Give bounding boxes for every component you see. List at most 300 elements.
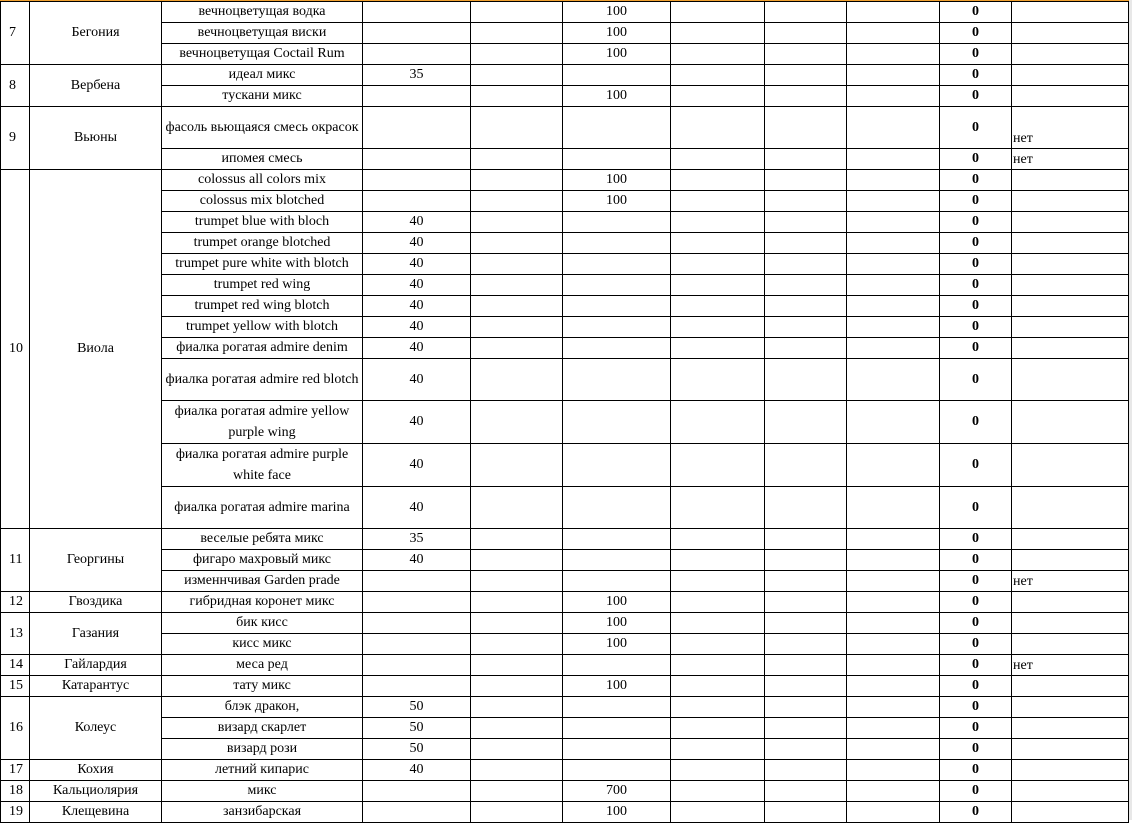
empty-cell[interactable] (471, 718, 563, 739)
empty-cell[interactable] (765, 65, 847, 86)
qty-cell-b[interactable] (563, 149, 671, 170)
total-cell[interactable]: 0 (940, 149, 1012, 170)
qty-cell-a[interactable]: 40 (363, 254, 471, 275)
qty-cell-b[interactable] (563, 760, 671, 781)
qty-cell-b[interactable]: 100 (563, 592, 671, 613)
empty-cell[interactable] (847, 802, 940, 823)
empty-cell[interactable] (471, 338, 563, 359)
note-cell[interactable]: нет (1012, 655, 1129, 676)
note-cell[interactable]: нет (1012, 107, 1129, 149)
empty-cell[interactable] (847, 191, 940, 212)
empty-cell[interactable] (671, 529, 765, 550)
empty-cell[interactable] (765, 529, 847, 550)
empty-cell[interactable] (765, 212, 847, 233)
empty-cell[interactable] (765, 739, 847, 760)
note-cell[interactable] (1012, 676, 1129, 697)
empty-cell[interactable] (671, 634, 765, 655)
total-cell[interactable]: 0 (940, 254, 1012, 275)
genus-cell[interactable]: Колеус (30, 697, 162, 760)
empty-cell[interactable] (671, 401, 765, 444)
note-cell[interactable] (1012, 697, 1129, 718)
note-cell[interactable] (1012, 401, 1129, 444)
total-cell[interactable]: 0 (940, 781, 1012, 802)
variety-cell[interactable]: вечноцветущая Coctail Rum (162, 44, 363, 65)
variety-cell[interactable]: trumpet orange blotched (162, 233, 363, 254)
empty-cell[interactable] (765, 550, 847, 571)
empty-cell[interactable] (847, 86, 940, 107)
empty-cell[interactable] (671, 23, 765, 44)
qty-cell-a[interactable]: 50 (363, 697, 471, 718)
empty-cell[interactable] (671, 487, 765, 529)
row-number-cell[interactable]: 17 (1, 760, 30, 781)
empty-cell[interactable] (671, 254, 765, 275)
qty-cell-b[interactable] (563, 550, 671, 571)
empty-cell[interactable] (471, 191, 563, 212)
note-cell[interactable] (1012, 254, 1129, 275)
note-cell[interactable] (1012, 233, 1129, 254)
empty-cell[interactable] (471, 317, 563, 338)
row-number-cell[interactable]: 10 (1, 170, 30, 529)
empty-cell[interactable] (471, 634, 563, 655)
note-cell[interactable] (1012, 338, 1129, 359)
variety-cell[interactable]: блэк дракон, (162, 697, 363, 718)
empty-cell[interactable] (847, 613, 940, 634)
qty-cell-b[interactable] (563, 65, 671, 86)
empty-cell[interactable] (765, 170, 847, 191)
empty-cell[interactable] (847, 571, 940, 592)
note-cell[interactable] (1012, 739, 1129, 760)
empty-cell[interactable] (765, 338, 847, 359)
variety-cell[interactable]: фиалка рогатая admire marina (162, 487, 363, 529)
qty-cell-a[interactable]: 40 (363, 233, 471, 254)
qty-cell-b[interactable] (563, 275, 671, 296)
row-number-cell[interactable]: 15 (1, 676, 30, 697)
qty-cell-a[interactable] (363, 676, 471, 697)
empty-cell[interactable] (765, 149, 847, 170)
empty-cell[interactable] (471, 149, 563, 170)
empty-cell[interactable] (847, 2, 940, 23)
total-cell[interactable]: 0 (940, 23, 1012, 44)
qty-cell-b[interactable] (563, 697, 671, 718)
empty-cell[interactable] (671, 802, 765, 823)
total-cell[interactable]: 0 (940, 191, 1012, 212)
qty-cell-a[interactable] (363, 571, 471, 592)
empty-cell[interactable] (671, 296, 765, 317)
total-cell[interactable]: 0 (940, 634, 1012, 655)
empty-cell[interactable] (471, 233, 563, 254)
total-cell[interactable]: 0 (940, 317, 1012, 338)
empty-cell[interactable] (671, 592, 765, 613)
genus-cell[interactable]: Виола (30, 170, 162, 529)
variety-cell[interactable]: тускани микс (162, 86, 363, 107)
row-number-cell[interactable]: 8 (1, 65, 30, 107)
variety-cell[interactable]: фиалка рогатая admire yellow purple wing (162, 401, 363, 444)
qty-cell-b[interactable]: 100 (563, 2, 671, 23)
empty-cell[interactable] (847, 655, 940, 676)
variety-cell[interactable]: trumpet red wing (162, 275, 363, 296)
note-cell[interactable] (1012, 44, 1129, 65)
empty-cell[interactable] (471, 2, 563, 23)
empty-cell[interactable] (847, 149, 940, 170)
empty-cell[interactable] (471, 781, 563, 802)
variety-cell[interactable]: вечноцветущая виски (162, 23, 363, 44)
empty-cell[interactable] (671, 444, 765, 487)
variety-cell[interactable]: вечноцветущая водка (162, 2, 363, 23)
total-cell[interactable]: 0 (940, 739, 1012, 760)
qty-cell-b[interactable]: 100 (563, 613, 671, 634)
empty-cell[interactable] (765, 592, 847, 613)
qty-cell-a[interactable]: 40 (363, 359, 471, 401)
empty-cell[interactable] (765, 317, 847, 338)
total-cell[interactable]: 0 (940, 529, 1012, 550)
variety-cell[interactable]: фиалка рогатая admire red blotch (162, 359, 363, 401)
variety-cell[interactable]: trumpet blue with bloch (162, 212, 363, 233)
empty-cell[interactable] (671, 676, 765, 697)
genus-cell[interactable]: Катарантус (30, 676, 162, 697)
empty-cell[interactable] (671, 149, 765, 170)
total-cell[interactable]: 0 (940, 107, 1012, 149)
qty-cell-b[interactable] (563, 401, 671, 444)
variety-cell[interactable]: летний кипарис (162, 760, 363, 781)
qty-cell-a[interactable]: 40 (363, 487, 471, 529)
note-cell[interactable] (1012, 86, 1129, 107)
qty-cell-b[interactable] (563, 254, 671, 275)
qty-cell-a[interactable] (363, 23, 471, 44)
empty-cell[interactable] (471, 697, 563, 718)
total-cell[interactable]: 0 (940, 338, 1012, 359)
total-cell[interactable]: 0 (940, 2, 1012, 23)
total-cell[interactable]: 0 (940, 802, 1012, 823)
row-number-cell[interactable]: 7 (1, 2, 30, 65)
empty-cell[interactable] (471, 592, 563, 613)
empty-cell[interactable] (847, 23, 940, 44)
variety-cell[interactable]: фиалка рогатая admire denim (162, 338, 363, 359)
total-cell[interactable]: 0 (940, 676, 1012, 697)
qty-cell-a[interactable] (363, 781, 471, 802)
qty-cell-a[interactable] (363, 170, 471, 191)
empty-cell[interactable] (847, 107, 940, 149)
empty-cell[interactable] (765, 296, 847, 317)
qty-cell-a[interactable]: 50 (363, 718, 471, 739)
qty-cell-a[interactable]: 40 (363, 760, 471, 781)
genus-cell[interactable]: Гвоздика (30, 592, 162, 613)
variety-cell[interactable]: изменнчивая Garden prade (162, 571, 363, 592)
variety-cell[interactable]: фасоль вьющаяся смесь окрасок (162, 107, 363, 149)
row-number-cell[interactable]: 19 (1, 802, 30, 823)
note-cell[interactable] (1012, 23, 1129, 44)
qty-cell-a[interactable] (363, 802, 471, 823)
empty-cell[interactable] (671, 65, 765, 86)
total-cell[interactable]: 0 (940, 86, 1012, 107)
qty-cell-b[interactable] (563, 233, 671, 254)
empty-cell[interactable] (765, 487, 847, 529)
empty-cell[interactable] (471, 613, 563, 634)
empty-cell[interactable] (471, 212, 563, 233)
empty-cell[interactable] (671, 317, 765, 338)
row-number-cell[interactable]: 12 (1, 592, 30, 613)
empty-cell[interactable] (847, 676, 940, 697)
qty-cell-a[interactable] (363, 592, 471, 613)
empty-cell[interactable] (847, 317, 940, 338)
empty-cell[interactable] (847, 592, 940, 613)
empty-cell[interactable] (765, 697, 847, 718)
qty-cell-a[interactable] (363, 655, 471, 676)
empty-cell[interactable] (765, 191, 847, 212)
empty-cell[interactable] (671, 697, 765, 718)
empty-cell[interactable] (671, 550, 765, 571)
qty-cell-b[interactable] (563, 338, 671, 359)
genus-cell[interactable]: Кохия (30, 760, 162, 781)
note-cell[interactable] (1012, 275, 1129, 296)
qty-cell-a[interactable] (363, 613, 471, 634)
total-cell[interactable]: 0 (940, 212, 1012, 233)
note-cell[interactable] (1012, 212, 1129, 233)
qty-cell-b[interactable]: 100 (563, 191, 671, 212)
qty-cell-a[interactable]: 50 (363, 739, 471, 760)
empty-cell[interactable] (671, 2, 765, 23)
empty-cell[interactable] (765, 571, 847, 592)
variety-cell[interactable]: фиалка рогатая admire purple white face (162, 444, 363, 487)
note-cell[interactable] (1012, 2, 1129, 23)
genus-cell[interactable]: Георгины (30, 529, 162, 592)
empty-cell[interactable] (847, 487, 940, 529)
empty-cell[interactable] (471, 739, 563, 760)
qty-cell-a[interactable] (363, 107, 471, 149)
total-cell[interactable]: 0 (940, 613, 1012, 634)
empty-cell[interactable] (847, 529, 940, 550)
qty-cell-b[interactable] (563, 444, 671, 487)
row-number-cell[interactable]: 13 (1, 613, 30, 655)
qty-cell-b[interactable]: 100 (563, 676, 671, 697)
empty-cell[interactable] (471, 529, 563, 550)
empty-cell[interactable] (847, 697, 940, 718)
empty-cell[interactable] (671, 338, 765, 359)
empty-cell[interactable] (765, 718, 847, 739)
empty-cell[interactable] (765, 44, 847, 65)
genus-cell[interactable]: Бегония (30, 2, 162, 65)
empty-cell[interactable] (847, 233, 940, 254)
empty-cell[interactable] (471, 802, 563, 823)
empty-cell[interactable] (471, 655, 563, 676)
empty-cell[interactable] (471, 275, 563, 296)
qty-cell-a[interactable] (363, 86, 471, 107)
empty-cell[interactable] (847, 275, 940, 296)
empty-cell[interactable] (471, 401, 563, 444)
qty-cell-a[interactable]: 40 (363, 550, 471, 571)
empty-cell[interactable] (671, 170, 765, 191)
qty-cell-b[interactable]: 100 (563, 802, 671, 823)
empty-cell[interactable] (471, 254, 563, 275)
empty-cell[interactable] (765, 655, 847, 676)
variety-cell[interactable]: trumpet yellow with blotch (162, 317, 363, 338)
row-number-cell[interactable]: 9 (1, 107, 30, 170)
genus-cell[interactable]: Клещевина (30, 802, 162, 823)
variety-cell[interactable]: занзибарская (162, 802, 363, 823)
empty-cell[interactable] (471, 550, 563, 571)
empty-cell[interactable] (847, 634, 940, 655)
empty-cell[interactable] (765, 802, 847, 823)
note-cell[interactable] (1012, 170, 1129, 191)
total-cell[interactable]: 0 (940, 655, 1012, 676)
empty-cell[interactable] (471, 107, 563, 149)
qty-cell-a[interactable]: 40 (363, 212, 471, 233)
qty-cell-a[interactable] (363, 149, 471, 170)
variety-cell[interactable]: ипомея смесь (162, 149, 363, 170)
variety-cell[interactable]: идеал микс (162, 65, 363, 86)
total-cell[interactable]: 0 (940, 718, 1012, 739)
qty-cell-b[interactable] (563, 739, 671, 760)
empty-cell[interactable] (471, 359, 563, 401)
genus-cell[interactable]: Газания (30, 613, 162, 655)
empty-cell[interactable] (471, 296, 563, 317)
empty-cell[interactable] (471, 23, 563, 44)
qty-cell-a[interactable] (363, 2, 471, 23)
empty-cell[interactable] (847, 170, 940, 191)
qty-cell-a[interactable]: 40 (363, 317, 471, 338)
variety-cell[interactable]: бик кисс (162, 613, 363, 634)
note-cell[interactable] (1012, 802, 1129, 823)
qty-cell-b[interactable] (563, 529, 671, 550)
empty-cell[interactable] (671, 571, 765, 592)
empty-cell[interactable] (765, 359, 847, 401)
note-cell[interactable] (1012, 317, 1129, 338)
empty-cell[interactable] (847, 760, 940, 781)
genus-cell[interactable]: Вербена (30, 65, 162, 107)
qty-cell-a[interactable]: 35 (363, 529, 471, 550)
note-cell[interactable] (1012, 487, 1129, 529)
empty-cell[interactable] (847, 739, 940, 760)
qty-cell-a[interactable] (363, 191, 471, 212)
empty-cell[interactable] (765, 676, 847, 697)
row-number-cell[interactable]: 11 (1, 529, 30, 592)
qty-cell-b[interactable]: 100 (563, 634, 671, 655)
empty-cell[interactable] (847, 359, 940, 401)
qty-cell-a[interactable] (363, 44, 471, 65)
empty-cell[interactable] (847, 550, 940, 571)
empty-cell[interactable] (765, 23, 847, 44)
qty-cell-b[interactable] (563, 296, 671, 317)
empty-cell[interactable] (765, 781, 847, 802)
note-cell[interactable] (1012, 444, 1129, 487)
total-cell[interactable]: 0 (940, 296, 1012, 317)
empty-cell[interactable] (671, 718, 765, 739)
empty-cell[interactable] (471, 760, 563, 781)
total-cell[interactable]: 0 (940, 487, 1012, 529)
empty-cell[interactable] (471, 444, 563, 487)
row-number-cell[interactable]: 16 (1, 697, 30, 760)
qty-cell-b[interactable]: 100 (563, 86, 671, 107)
genus-cell[interactable]: Гайлардия (30, 655, 162, 676)
empty-cell[interactable] (847, 401, 940, 444)
variety-cell[interactable]: веселые ребята микс (162, 529, 363, 550)
variety-cell[interactable]: гибридная коронет микс (162, 592, 363, 613)
total-cell[interactable]: 0 (940, 697, 1012, 718)
total-cell[interactable]: 0 (940, 401, 1012, 444)
empty-cell[interactable] (847, 44, 940, 65)
qty-cell-a[interactable]: 40 (363, 338, 471, 359)
empty-cell[interactable] (471, 65, 563, 86)
note-cell[interactable] (1012, 65, 1129, 86)
variety-cell[interactable]: визард рози (162, 739, 363, 760)
genus-cell[interactable]: Кальциолярия (30, 781, 162, 802)
note-cell[interactable] (1012, 592, 1129, 613)
empty-cell[interactable] (671, 760, 765, 781)
note-cell[interactable] (1012, 191, 1129, 212)
total-cell[interactable]: 0 (940, 44, 1012, 65)
genus-cell[interactable]: Вьюны (30, 107, 162, 170)
note-cell[interactable]: нет (1012, 149, 1129, 170)
total-cell[interactable]: 0 (940, 359, 1012, 401)
empty-cell[interactable] (765, 275, 847, 296)
qty-cell-a[interactable]: 35 (363, 65, 471, 86)
empty-cell[interactable] (671, 191, 765, 212)
empty-cell[interactable] (671, 233, 765, 254)
qty-cell-a[interactable]: 40 (363, 296, 471, 317)
empty-cell[interactable] (765, 401, 847, 444)
empty-cell[interactable] (847, 254, 940, 275)
total-cell[interactable]: 0 (940, 550, 1012, 571)
empty-cell[interactable] (471, 44, 563, 65)
empty-cell[interactable] (765, 444, 847, 487)
note-cell[interactable] (1012, 296, 1129, 317)
variety-cell[interactable]: colossus all colors mix (162, 170, 363, 191)
empty-cell[interactable] (471, 571, 563, 592)
total-cell[interactable]: 0 (940, 444, 1012, 487)
empty-cell[interactable] (765, 86, 847, 107)
empty-cell[interactable] (671, 212, 765, 233)
variety-cell[interactable]: trumpet red wing blotch (162, 296, 363, 317)
empty-cell[interactable] (847, 781, 940, 802)
total-cell[interactable]: 0 (940, 170, 1012, 191)
total-cell[interactable]: 0 (940, 592, 1012, 613)
variety-cell[interactable]: colossus mix blotched (162, 191, 363, 212)
empty-cell[interactable] (847, 718, 940, 739)
empty-cell[interactable] (847, 444, 940, 487)
empty-cell[interactable] (671, 655, 765, 676)
empty-cell[interactable] (471, 86, 563, 107)
note-cell[interactable] (1012, 359, 1129, 401)
variety-cell[interactable]: фигаро махровый микс (162, 550, 363, 571)
qty-cell-a[interactable]: 40 (363, 275, 471, 296)
note-cell[interactable] (1012, 781, 1129, 802)
empty-cell[interactable] (671, 359, 765, 401)
empty-cell[interactable] (765, 613, 847, 634)
variety-cell[interactable]: меса ред (162, 655, 363, 676)
empty-cell[interactable] (471, 487, 563, 529)
empty-cell[interactable] (671, 739, 765, 760)
empty-cell[interactable] (671, 613, 765, 634)
qty-cell-b[interactable] (563, 571, 671, 592)
total-cell[interactable]: 0 (940, 571, 1012, 592)
total-cell[interactable]: 0 (940, 760, 1012, 781)
qty-cell-b[interactable]: 100 (563, 23, 671, 44)
variety-cell[interactable]: тату микс (162, 676, 363, 697)
qty-cell-b[interactable]: 700 (563, 781, 671, 802)
qty-cell-b[interactable] (563, 212, 671, 233)
empty-cell[interactable] (471, 676, 563, 697)
note-cell[interactable]: нет (1012, 571, 1129, 592)
total-cell[interactable]: 0 (940, 65, 1012, 86)
note-cell[interactable] (1012, 760, 1129, 781)
row-number-cell[interactable]: 14 (1, 655, 30, 676)
qty-cell-b[interactable]: 100 (563, 170, 671, 191)
qty-cell-b[interactable] (563, 487, 671, 529)
empty-cell[interactable] (671, 275, 765, 296)
empty-cell[interactable] (765, 107, 847, 149)
empty-cell[interactable] (847, 65, 940, 86)
empty-cell[interactable] (847, 212, 940, 233)
empty-cell[interactable] (847, 338, 940, 359)
